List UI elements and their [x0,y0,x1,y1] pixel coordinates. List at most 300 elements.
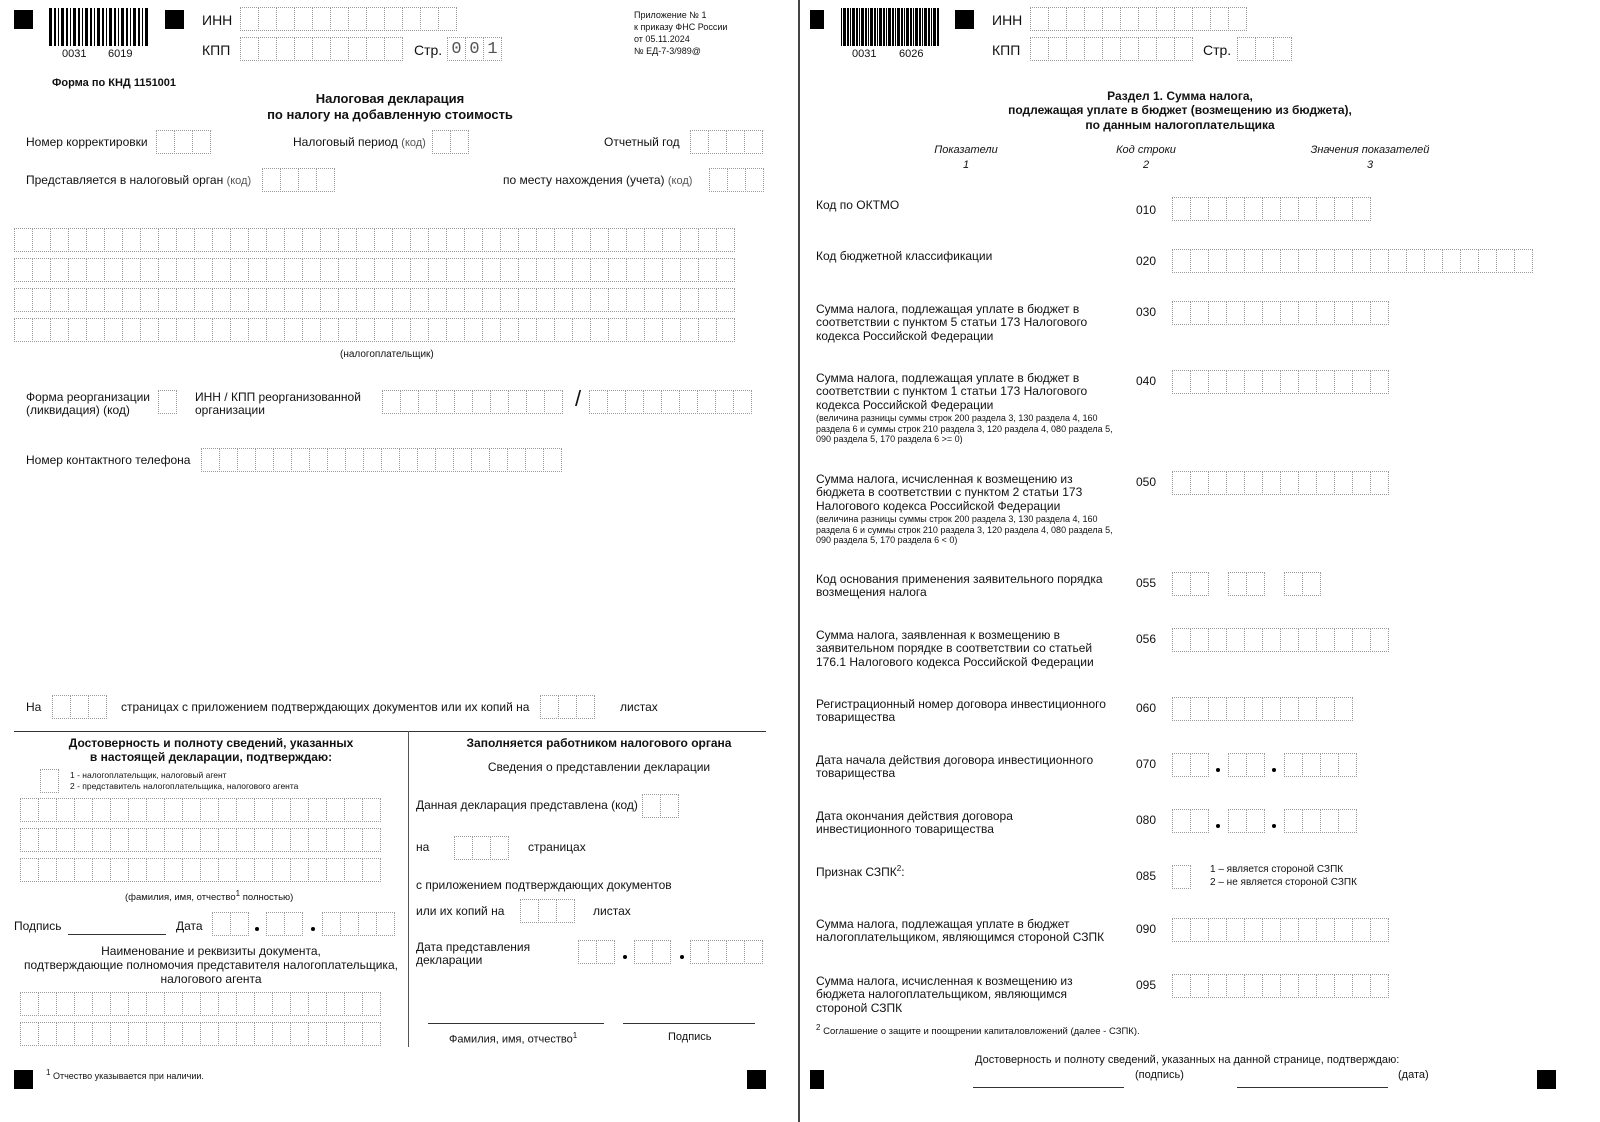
signer-name-row[interactable] [20,828,380,852]
input-cell[interactable] [1244,301,1263,325]
input-cell[interactable] [254,992,273,1016]
input-cell[interactable] [70,695,89,719]
input-cell[interactable] [200,798,219,822]
input-cell[interactable] [140,288,159,312]
input-cell[interactable] [32,318,51,342]
input-cell[interactable] [1316,471,1335,495]
input-cell[interactable] [554,258,573,282]
input-cell[interactable] [140,258,159,282]
input-cell[interactable] [1226,628,1245,652]
input-cell[interactable] [326,1022,345,1046]
input-cell[interactable] [182,1022,201,1046]
input-cell[interactable] [1244,249,1263,273]
input-cell[interactable] [1190,197,1209,221]
input-cell[interactable] [302,228,321,252]
input-cell[interactable] [1138,37,1157,61]
input-cell[interactable] [1352,197,1371,221]
signer-name-row[interactable] [20,798,380,822]
input-cell[interactable] [482,318,501,342]
authority-document-row[interactable] [20,992,380,1016]
input-cell[interactable] [248,228,267,252]
input-cell[interactable] [110,858,129,882]
input-cell[interactable] [1280,918,1299,942]
input-cell[interactable] [554,288,573,312]
input-cell[interactable] [338,228,357,252]
input-cell[interactable] [56,828,75,852]
input-cell[interactable] [1120,7,1139,31]
input-cell[interactable] [642,794,661,818]
input-cell[interactable] [428,288,447,312]
input-cell[interactable] [554,228,573,252]
input-cell[interactable] [212,288,231,312]
input-cell[interactable] [518,318,537,342]
input-cell[interactable] [410,288,429,312]
input-cell[interactable] [1172,197,1191,221]
input-cell[interactable] [356,228,375,252]
input-cell[interactable] [454,836,473,860]
input-cell[interactable] [1226,471,1245,495]
input-cell[interactable] [322,912,341,936]
input-cell[interactable] [320,228,339,252]
input-cell[interactable] [708,940,727,964]
input-cell[interactable] [1102,37,1121,61]
input-cell[interactable] [104,288,123,312]
input-cell[interactable] [290,858,309,882]
input-cell[interactable] [20,858,39,882]
input-cell[interactable] [1334,918,1353,942]
input-cell[interactable] [1280,697,1299,721]
input-cell[interactable] [508,390,527,414]
contract-start-year-input[interactable] [1284,753,1356,777]
input-cell[interactable] [284,288,303,312]
input-cell[interactable] [266,228,285,252]
kpp-input[interactable] [1030,37,1192,61]
input-cell[interactable] [1284,572,1303,596]
input-cell[interactable] [1172,249,1191,273]
input-cell[interactable] [344,858,363,882]
input-cell[interactable] [128,828,147,852]
input-cell[interactable] [482,258,501,282]
input-cell[interactable] [1298,370,1317,394]
input-cell[interactable] [248,258,267,282]
input-cell[interactable] [590,228,609,252]
input-cell[interactable] [507,448,526,472]
input-cell[interactable] [744,940,763,964]
input-cell[interactable] [454,390,473,414]
input-cell[interactable] [482,288,501,312]
input-cell[interactable] [540,695,559,719]
input-cell[interactable] [230,258,249,282]
input-cell[interactable] [382,390,401,414]
input-cell[interactable] [1280,301,1299,325]
kpp-input[interactable] [240,37,402,61]
input-cell[interactable] [1190,974,1209,998]
input-cell[interactable] [146,828,165,852]
input-cell[interactable] [128,992,147,1016]
input-cell[interactable] [500,258,519,282]
input-cell[interactable] [86,258,105,282]
reorganization-code-input[interactable] [158,390,176,414]
input-cell[interactable] [218,1022,237,1046]
input-cell[interactable] [453,448,472,472]
input-cell[interactable] [1280,471,1299,495]
input-cell[interactable] [237,448,256,472]
input-cell[interactable] [272,992,291,1016]
input-cell[interactable] [128,858,147,882]
input-cell[interactable] [312,7,331,31]
input-cell[interactable] [1172,471,1191,495]
input-cell[interactable] [698,228,717,252]
input-cell[interactable] [1273,37,1292,61]
input-cell[interactable] [626,228,645,252]
input-cell[interactable] [1334,471,1353,495]
input-cell[interactable] [446,318,465,342]
input-cell[interactable] [276,7,295,31]
input-cell[interactable] [1262,918,1281,942]
input-cell[interactable] [92,1022,111,1046]
input-cell[interactable] [1316,697,1335,721]
input-cell[interactable] [589,390,608,414]
input-cell[interactable] [662,318,681,342]
input-cell[interactable] [1172,753,1191,777]
input-cell[interactable] [1030,7,1049,31]
input-cell[interactable] [1352,249,1371,273]
input-cell[interactable] [219,448,238,472]
input-cell[interactable] [266,912,285,936]
input-cell[interactable] [326,858,345,882]
input-cell[interactable] [50,228,69,252]
input-cell[interactable] [392,258,411,282]
input-cell[interactable] [572,258,591,282]
input-cell[interactable] [608,258,627,282]
input-cell[interactable] [626,258,645,282]
input-cell[interactable] [490,836,509,860]
input-cell[interactable] [500,228,519,252]
input-cell[interactable] [1190,370,1209,394]
input-cell[interactable] [438,7,457,31]
input-cell[interactable] [326,798,345,822]
input-cell[interactable] [1460,249,1479,273]
input-cell[interactable] [1514,249,1533,273]
input-cell[interactable] [344,992,363,1016]
input-cell[interactable] [590,258,609,282]
input-cell[interactable] [1190,809,1209,833]
pages-count-input[interactable] [52,695,106,719]
input-cell[interactable] [578,940,597,964]
input-cell[interactable] [536,318,555,342]
input-cell[interactable] [679,390,698,414]
input-cell[interactable] [1208,249,1227,273]
input-cell[interactable] [276,37,295,61]
input-cell[interactable] [417,448,436,472]
contract-end-month-input[interactable] [1228,809,1264,833]
location-code-input[interactable] [709,168,763,192]
input-cell[interactable] [520,899,539,923]
input-cell[interactable] [698,258,717,282]
input-cell[interactable] [1334,301,1353,325]
input-cell[interactable] [572,318,591,342]
input-cell[interactable] [1190,753,1209,777]
input-cell[interactable] [1262,370,1281,394]
input-cell[interactable] [308,992,327,1016]
input-cell[interactable] [104,318,123,342]
input-cell[interactable] [432,130,451,154]
input-cell[interactable] [366,7,385,31]
input-cell[interactable] [590,288,609,312]
input-cell[interactable] [1226,249,1245,273]
input-cell[interactable] [122,288,141,312]
input-cell[interactable] [697,390,716,414]
input-cell[interactable] [230,288,249,312]
input-cell[interactable] [1352,301,1371,325]
input-cell[interactable] [32,288,51,312]
input-cell[interactable] [348,37,367,61]
input-cell[interactable] [1302,753,1321,777]
input-cell[interactable] [402,7,421,31]
input-cell[interactable] [56,858,75,882]
officer-signature-line[interactable] [623,1023,755,1024]
input-cell[interactable] [200,828,219,852]
input-cell[interactable] [327,448,346,472]
signature-line[interactable] [68,934,166,935]
input-cell[interactable] [1172,370,1191,394]
input-cell[interactable] [410,228,429,252]
input-cell[interactable] [652,940,671,964]
szpk-tax-payable-input[interactable] [1172,918,1388,942]
input-cell[interactable] [1190,471,1209,495]
input-cell[interactable] [543,448,562,472]
input-cell[interactable] [374,258,393,282]
input-cell[interactable] [572,228,591,252]
input-cell[interactable] [366,37,385,61]
input-cell[interactable] [576,695,595,719]
input-cell[interactable] [255,448,274,472]
input-cell[interactable] [14,228,33,252]
input-cell[interactable] [86,288,105,312]
input-cell[interactable] [212,228,231,252]
input-cell[interactable] [715,390,734,414]
input-cell[interactable] [86,228,105,252]
input-cell[interactable] [340,912,359,936]
input-cell[interactable] [698,318,717,342]
input-cell[interactable] [284,912,303,936]
input-cell[interactable] [1370,301,1389,325]
input-cell[interactable] [709,168,728,192]
input-cell[interactable] [644,318,663,342]
input-cell[interactable] [472,390,491,414]
input-cell[interactable] [518,288,537,312]
input-cell[interactable] [1226,301,1245,325]
tax-payable-p5-input[interactable] [1172,301,1388,325]
input-cell[interactable] [182,798,201,822]
input-cell[interactable] [1172,572,1191,596]
reorganized-inn-input[interactable] [382,390,562,414]
page-signature-line[interactable] [973,1087,1124,1088]
input-cell[interactable] [266,288,285,312]
input-cell[interactable] [690,130,709,154]
input-cell[interactable] [1370,918,1389,942]
input-cell[interactable] [312,37,331,61]
input-cell[interactable] [164,798,183,822]
input-cell[interactable] [680,288,699,312]
input-cell[interactable] [290,828,309,852]
input-cell[interactable] [230,228,249,252]
input-cell[interactable] [1334,697,1353,721]
input-cell[interactable] [14,318,33,342]
input-cell[interactable] [104,258,123,282]
input-cell[interactable] [1172,865,1191,889]
input-cell[interactable] [230,318,249,342]
input-cell[interactable] [176,288,195,312]
input-cell[interactable] [38,828,57,852]
input-cell[interactable] [1208,301,1227,325]
input-cell[interactable] [1084,37,1103,61]
tax-refund-input[interactable] [1172,471,1388,495]
input-cell[interactable] [1298,249,1317,273]
input-cell[interactable] [92,798,111,822]
input-cell[interactable] [1262,628,1281,652]
input-cell[interactable] [428,258,447,282]
office-pages-input[interactable] [454,836,508,860]
kbk-input[interactable] [1172,249,1532,273]
input-cell[interactable] [1244,370,1263,394]
input-cell[interactable] [1280,628,1299,652]
input-cell[interactable] [1244,628,1263,652]
input-cell[interactable] [1316,974,1335,998]
input-cell[interactable] [428,318,447,342]
input-cell[interactable] [294,7,313,31]
input-cell[interactable] [428,228,447,252]
input-cell[interactable] [1496,249,1515,273]
input-cell[interactable] [272,1022,291,1046]
input-cell[interactable] [489,448,508,472]
input-cell[interactable] [733,390,752,414]
szpk-flag-input[interactable] [1172,865,1190,889]
input-cell[interactable] [1246,753,1265,777]
input-cell[interactable] [14,288,33,312]
phone-input[interactable] [201,448,561,472]
input-cell[interactable] [284,258,303,282]
input-cell[interactable] [490,390,509,414]
input-cell[interactable] [410,318,429,342]
input-cell[interactable] [140,228,159,252]
input-cell[interactable] [1302,572,1321,596]
input-cell[interactable] [418,390,437,414]
input-cell[interactable] [726,940,745,964]
input-cell[interactable] [20,1022,39,1046]
input-cell[interactable] [726,130,745,154]
input-cell[interactable] [1244,471,1263,495]
input-cell[interactable] [14,258,33,282]
input-cell[interactable] [68,318,87,342]
input-cell[interactable] [744,130,763,154]
input-cell[interactable] [384,7,403,31]
input-cell[interactable] [1192,7,1211,31]
input-cell[interactable] [236,798,255,822]
input-cell[interactable] [298,168,317,192]
input-cell[interactable] [192,130,211,154]
input-cell[interactable] [1066,37,1085,61]
input-cell[interactable] [158,318,177,342]
input-cell[interactable] [518,258,537,282]
input-cell[interactable] [38,858,57,882]
input-cell[interactable] [20,798,39,822]
input-cell[interactable] [556,899,575,923]
submission-day-input[interactable] [578,940,614,964]
reporting-year-input[interactable] [690,130,762,154]
input-cell[interactable] [1228,7,1247,31]
input-cell[interactable] [254,828,273,852]
input-cell[interactable] [1172,974,1191,998]
input-cell[interactable] [254,798,273,822]
input-cell[interactable] [1262,301,1281,325]
inn-input[interactable] [1030,7,1246,31]
input-cell[interactable] [464,228,483,252]
input-cell[interactable] [1156,7,1175,31]
input-cell[interactable] [344,798,363,822]
input-cell[interactable] [1226,197,1245,221]
input-cell[interactable] [1208,197,1227,221]
signer-type-input[interactable] [40,769,58,793]
input-cell[interactable] [272,828,291,852]
input-cell[interactable] [1084,7,1103,31]
input-cell[interactable] [302,318,321,342]
input-cell[interactable] [464,288,483,312]
input-cell[interactable] [194,288,213,312]
input-cell[interactable] [176,228,195,252]
input-cell[interactable] [194,258,213,282]
input-cell[interactable] [1442,249,1461,273]
input-cell[interactable] [356,258,375,282]
input-cell[interactable] [1190,918,1209,942]
input-cell[interactable] [392,288,411,312]
input-cell[interactable] [544,390,563,414]
input-cell[interactable] [1280,197,1299,221]
input-cell[interactable] [1424,249,1443,273]
input-cell[interactable] [1246,809,1265,833]
input-cell[interactable] [1172,628,1191,652]
investment-contract-number-input[interactable] [1172,697,1352,721]
input-cell[interactable] [554,318,573,342]
page-date-line[interactable] [1237,1087,1388,1088]
input-cell[interactable] [146,992,165,1016]
input-cell[interactable] [1174,7,1193,31]
input-cell[interactable] [40,769,59,793]
input-cell[interactable] [1352,628,1371,652]
input-cell[interactable] [1228,753,1247,777]
input-cell[interactable] [482,228,501,252]
input-cell[interactable] [1244,697,1263,721]
input-cell[interactable] [643,390,662,414]
input-cell[interactable] [236,1022,255,1046]
input-cell[interactable] [308,828,327,852]
input-cell[interactable] [384,37,403,61]
input-cell[interactable] [290,798,309,822]
input-cell[interactable] [1262,697,1281,721]
input-cell[interactable] [110,798,129,822]
input-cell[interactable] [158,258,177,282]
input-cell[interactable] [174,130,193,154]
input-cell[interactable] [302,288,321,312]
input-cell[interactable] [1370,370,1389,394]
input-cell[interactable] [1172,918,1191,942]
input-cell[interactable] [1316,249,1335,273]
input-cell[interactable] [450,130,469,154]
refund-basis-code-input[interactable] [1284,572,1320,596]
officer-name-line[interactable] [428,1023,604,1024]
input-cell[interactable] [1284,809,1303,833]
input-cell[interactable] [1284,753,1303,777]
